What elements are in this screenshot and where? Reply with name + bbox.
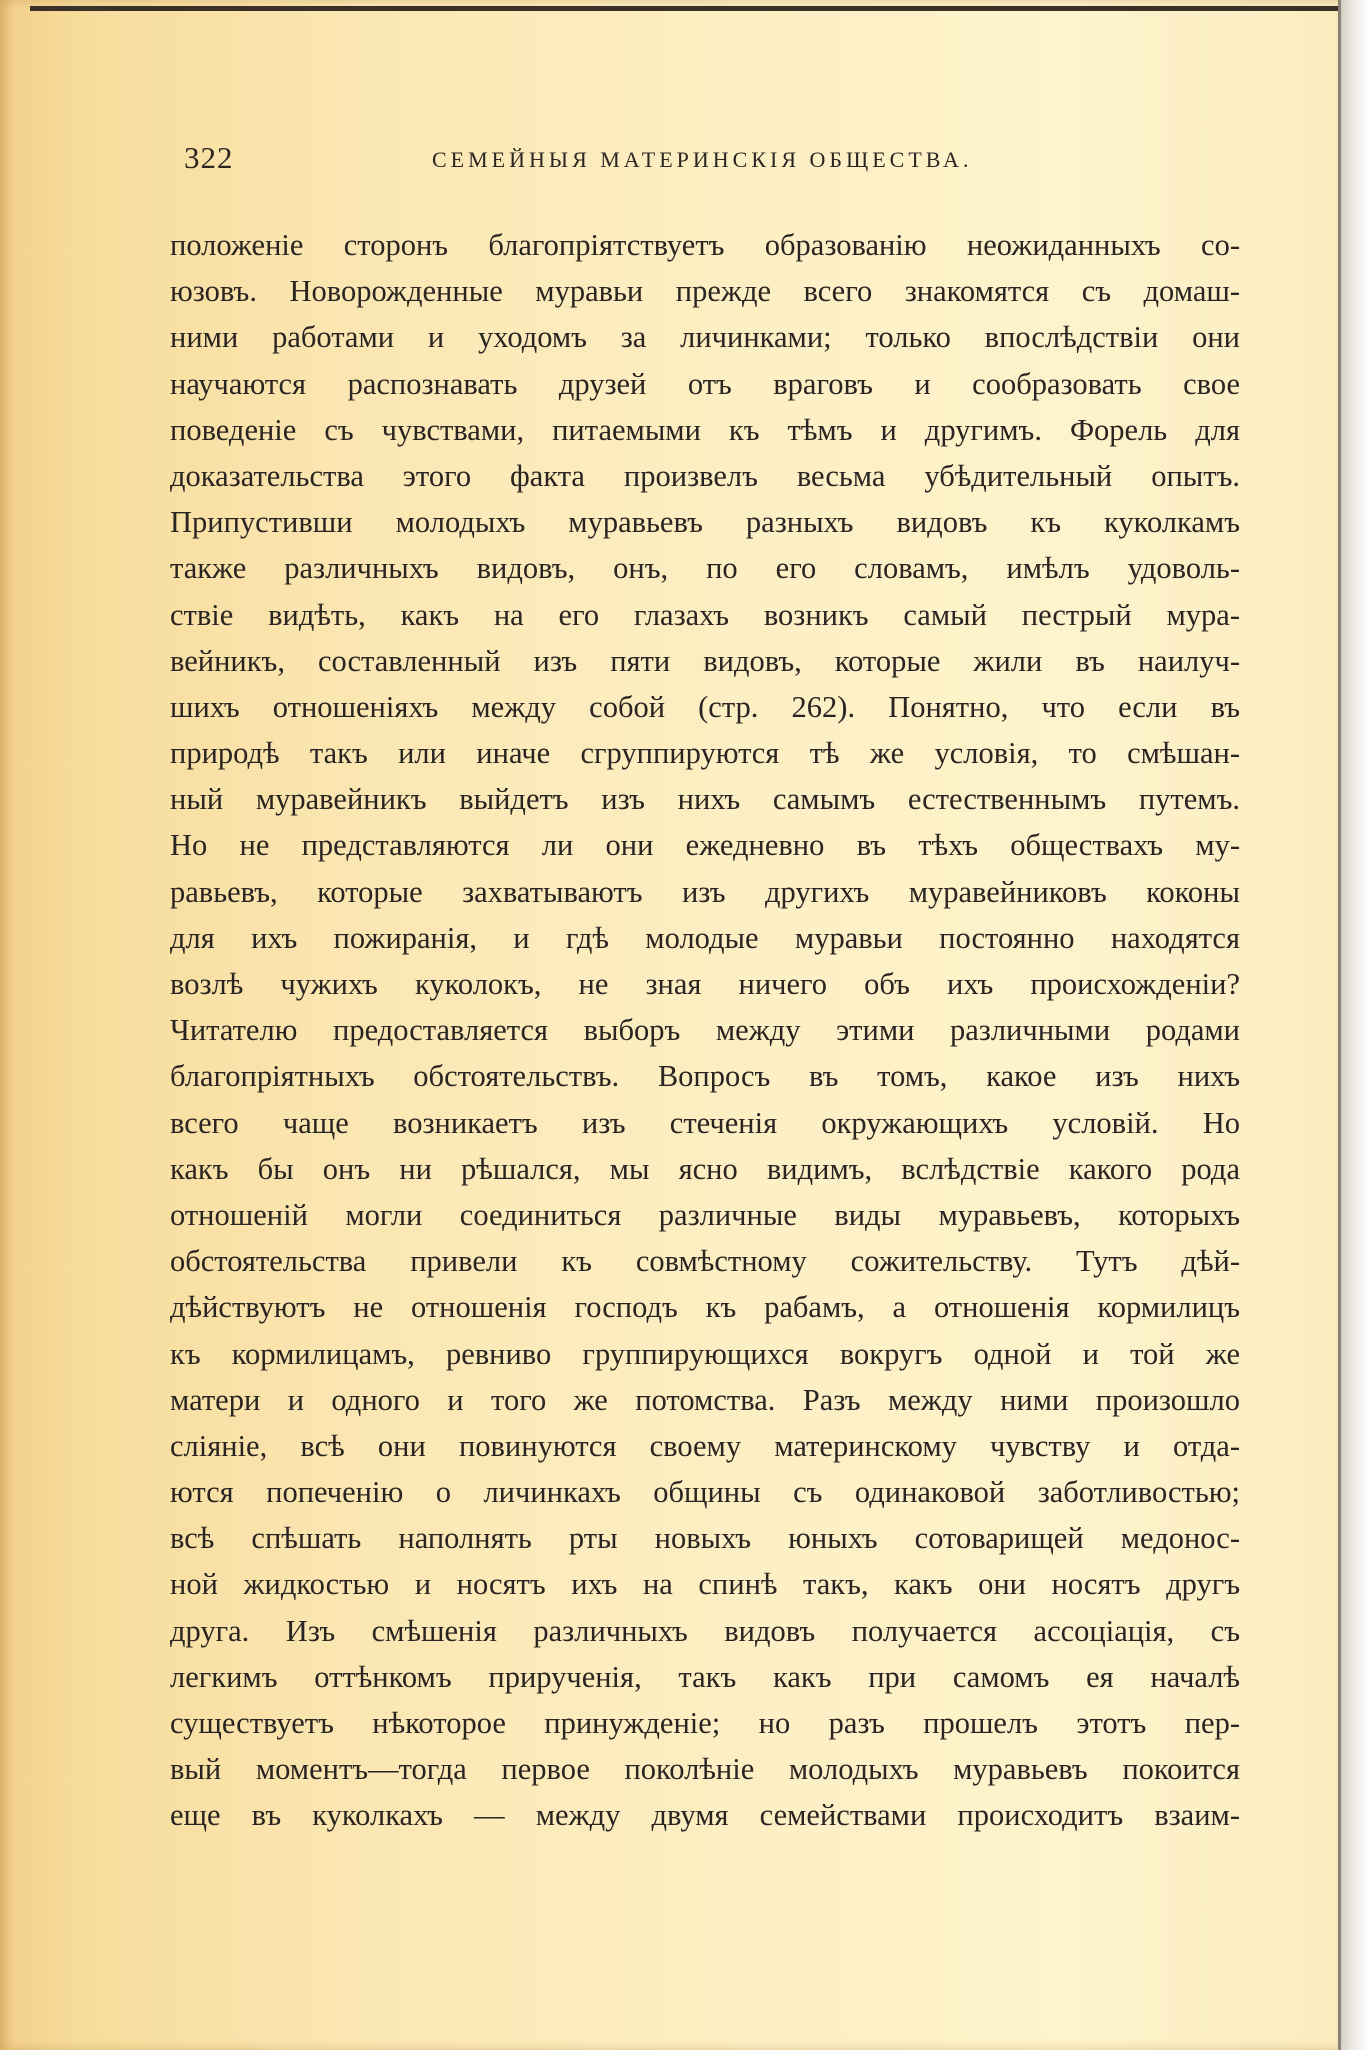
- text-line: равьевъ, которые захватываютъ изъ другихъ муравейниковъ коконы: [170, 874, 1240, 909]
- text-line: существуетъ нѣкоторое принужденіе; но разъ прошелъ этотъ пер-: [170, 1706, 1240, 1740]
- text-line: матери и одного и того же потомства. Разъ между ними произошло: [170, 1382, 1240, 1417]
- text-line: легкимъ оттѣнкомъ прирученія, такъ какъ при самомъ ея началѣ: [170, 1659, 1240, 1694]
- text-line: благопріятныхъ обстоятельствъ. Вопросъ въ томъ, какое изъ нихъ: [170, 1059, 1240, 1094]
- text-line: друга. Изъ смѣшенія различныхъ видовъ получается ассоціація, съ: [170, 1613, 1240, 1648]
- page-number: 322: [184, 140, 234, 175]
- text-line: шихъ отношеніяхъ между собой (стр. 262). Понятно, что если въ: [170, 689, 1240, 724]
- text-line: къ кормилицамъ, ревниво группирующихся вокругъ одной и той же: [170, 1336, 1240, 1371]
- text-line: научаются распознавать друзей отъ враговъ и сообразовать свое: [170, 366, 1240, 401]
- text-line: Припустивши молодыхъ муравьевъ разныхъ видовъ къ куколкамъ: [170, 505, 1240, 540]
- text-line: отношеній могли соединиться различные виды муравьевъ, которыхъ: [170, 1197, 1240, 1232]
- page-edge-shadow: [1338, 0, 1369, 2050]
- text-line: доказательства этого факта произвелъ весьма убѣдительный опытъ.: [170, 458, 1240, 493]
- text-line: ный муравейникъ выйдетъ изъ нихъ самымъ естественнымъ путемъ.: [170, 782, 1240, 817]
- text-line: для ихъ пожиранія, и гдѣ молодые муравьи постоянно находятся: [170, 920, 1240, 955]
- text-line: ются попеченію о личинкахъ общины съ одинаковой заботливостью;: [170, 1475, 1240, 1510]
- text-line: возлѣ чужихъ куколокъ, не зная ничего объ ихъ происхожденіи?: [170, 967, 1240, 1001]
- text-line: природѣ такъ или иначе сгруппируются тѣ же условія, то смѣшан-: [170, 736, 1240, 771]
- text-line: ной жидкостью и носятъ ихъ на спинѣ такъ, какъ они носятъ другъ: [170, 1567, 1240, 1602]
- text-line: также различныхъ видовъ, онъ, по его словамъ, имѣлъ удоволь-: [170, 551, 1240, 586]
- running-title: СЕМЕЙНЫЯ МАТЕРИНСКІЯ ОБЩЕСТВА.: [432, 147, 973, 172]
- text-line: ними работами и уходомъ за личинками; только впослѣдствіи они: [170, 320, 1240, 355]
- text-line: обстоятельства привели къ совмѣстному сожительству. Тутъ дѣй-: [170, 1244, 1240, 1279]
- text-line: положеніе сторонъ благопріятствуетъ образованію неожиданныхъ со-: [170, 228, 1240, 262]
- body-text: [170, 222, 1240, 1839]
- page-edge-line: [1338, 0, 1341, 2050]
- text-line: всѣ спѣшать наполнять рты новыхъ юныхъ сотоварищей медонос-: [170, 1521, 1240, 1556]
- page-header: [184, 140, 1244, 184]
- top-edge-rule: [30, 6, 1338, 11]
- text-line: Читателю предоставляется выборъ между этими различными родами: [170, 1013, 1240, 1048]
- text-line: дѣйствуютъ не отношенія господъ къ рабамъ, а отношенія кормилицъ: [170, 1290, 1240, 1325]
- text-line: поведеніе съ чувствами, питаемыми къ тѣмъ и другимъ. Форель для: [170, 412, 1240, 447]
- text-line: вый моментъ—тогда первое поколѣніе молодыхъ муравьевъ покоится: [170, 1752, 1240, 1787]
- text-line: сліяніе, всѣ они повинуются своему материнскому чувству и отда-: [170, 1428, 1240, 1463]
- text-line: ствіе видѣть, какъ на его глазахъ возникъ самый пестрый мура-: [170, 597, 1240, 632]
- text-line: какъ бы онъ ни рѣшался, мы ясно видимъ, вслѣдствіе какого рода: [170, 1151, 1240, 1186]
- text-line: вейникъ, составленный изъ пяти видовъ, которые жили въ наилуч-: [170, 643, 1240, 678]
- text-line: всего чаще возникаетъ изъ стеченія окружающихъ условій. Но: [170, 1105, 1240, 1140]
- text-line: еще въ куколкахъ — между двумя семействами происходитъ взаим-: [170, 1798, 1240, 1833]
- text-line: Но не представляются ли они ежедневно въ тѣхъ обществахъ му-: [170, 828, 1240, 863]
- text-line: юзовъ. Новорожденные муравьи прежде всего знакомятся съ домаш-: [170, 274, 1240, 309]
